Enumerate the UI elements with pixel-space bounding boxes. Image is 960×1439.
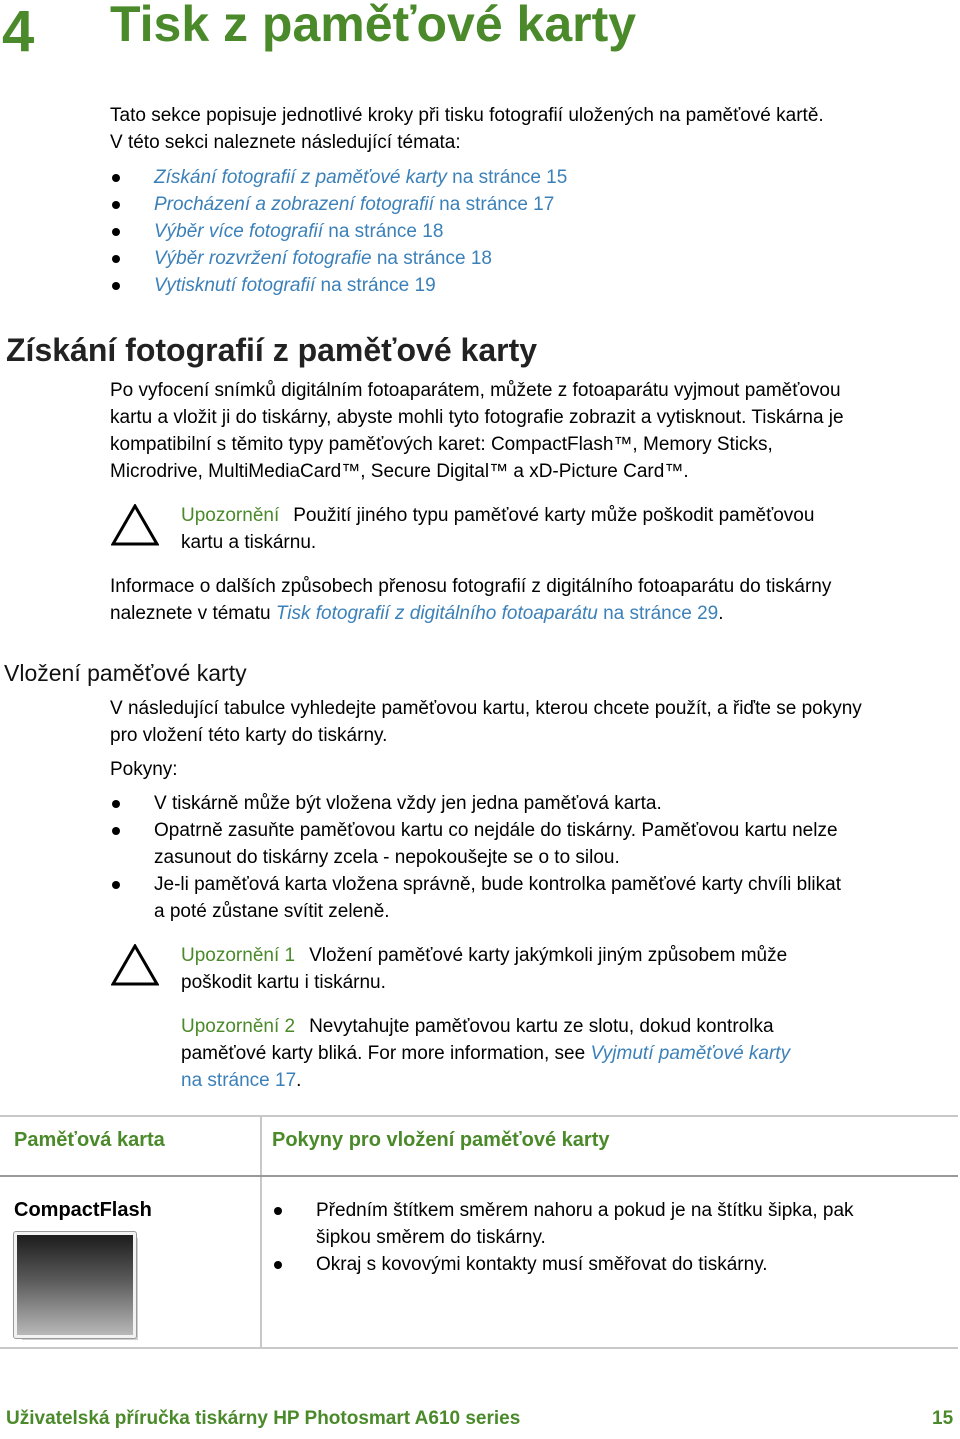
topic-page-ref[interactable]: na stránce 19 xyxy=(315,275,436,296)
paragraph-line: kartu a vložit ji do tiskárny, abyste mohli tyto fotografie zobrazit a vytisknout. Tiskárna je xyxy=(110,407,844,428)
warning-text: Použití jiného typu paměťové karty může poškodit paměťovou xyxy=(293,505,815,526)
info-link[interactable]: Tisk fotografií z digitálního fotoaparátu xyxy=(275,603,598,624)
topic-item[interactable] xyxy=(110,164,930,191)
section-heading: Získání fotografií z paměťové karty xyxy=(6,332,538,368)
paragraph-line: pro vložení této karty do tiskárny. xyxy=(110,725,388,746)
warning-text: Vložení paměťové karty jakýmkoli jiným způsobem může xyxy=(309,945,788,966)
warning-note xyxy=(181,502,941,556)
list-item-text: zasunout do tiskárny zcela - nepokoušejte se o to silou. xyxy=(154,847,620,868)
memory-card-table xyxy=(0,1115,958,1349)
intro-line-2: V této sekci naleznete následující témata: xyxy=(110,132,461,153)
list-item-text: V tiskárně může být vložena vždy jen jedna paměťová karta. xyxy=(154,793,662,814)
warning-text: kartu a tiskárnu. xyxy=(181,532,317,553)
warning-icon xyxy=(111,504,159,546)
compactflash-card-image xyxy=(14,1232,138,1340)
warning-label: Upozornění 1 xyxy=(181,945,296,966)
warning-text: Nevytahujte paměťovou kartu ze slotu, dokud kontrolka xyxy=(309,1016,774,1037)
list-item xyxy=(110,871,960,925)
chapter-title: Tisk z paměťové karty xyxy=(110,0,637,52)
intro-text xyxy=(110,102,824,156)
column-header-instructions: Pokyny pro vložení paměťové karty xyxy=(261,1116,958,1176)
warning-label: Upozornění 2 xyxy=(181,1016,296,1037)
paragraph-line: Informace o dalších způsobech přenosu fotografií z digitálního fotoaparátu do tiskárny xyxy=(110,576,832,597)
warning-label: Upozornění xyxy=(181,505,280,526)
warning-note-1 xyxy=(181,942,941,996)
card-cell xyxy=(0,1176,261,1348)
column-header-card: Paměťová karta xyxy=(0,1116,261,1176)
table-row xyxy=(0,1176,958,1348)
warning-text: poškodit kartu i tiskárnu. xyxy=(181,972,386,993)
topic-link[interactable]: Získání fotografií z paměťové karty xyxy=(154,167,447,188)
topic-item[interactable] xyxy=(110,245,930,272)
topic-page-ref[interactable]: na stránce 17 xyxy=(433,194,555,215)
warning-text: . xyxy=(296,1070,302,1091)
list-item-text: Předním štítkem směrem nahoru a pokud je na štítku šipka, pak xyxy=(316,1200,854,1221)
list-item-text: Je-li paměťová karta vložena správně, bude kontrolka paměťové karty chvíli blikat xyxy=(154,874,841,895)
info-paragraph xyxy=(110,573,960,627)
topic-link[interactable]: Procházení a zobrazení fotografií xyxy=(154,194,434,215)
footer-title: Uživatelská příručka tiskárny HP Photosmart A610 series xyxy=(6,1408,521,1429)
topic-item[interactable] xyxy=(110,272,930,299)
subsection-heading: Vložení paměťové karty xyxy=(4,660,247,686)
list-item xyxy=(110,790,960,817)
topic-list xyxy=(110,164,930,299)
list-item-text: Opatrně zasuňte paměťovou kartu co nejdále do tiskárny. Paměťovou kartu nelze xyxy=(154,820,838,841)
paragraph-line: Po vyfocení snímků digitálním fotoaparátem, můžete z fotoaparátu vyjmout paměťovou xyxy=(110,380,841,401)
paragraph-text: naleznete v tématu xyxy=(110,603,276,624)
list-item-text: Okraj s kovovými kontakty musí směřovat do tiskárny. xyxy=(316,1254,768,1275)
table-header-row xyxy=(0,1116,958,1176)
warning-link[interactable]: Vyjmutí paměťové karty xyxy=(590,1043,791,1064)
instruction-list xyxy=(110,790,960,925)
topic-page-ref[interactable]: na stránce 15 xyxy=(446,167,568,188)
paragraph-text: . xyxy=(718,603,724,624)
topic-item[interactable] xyxy=(110,191,930,218)
topic-link[interactable]: Výběr více fotografií xyxy=(154,221,323,242)
topic-link[interactable]: Vytisknutí fotografií xyxy=(154,275,316,296)
list-item-text: a poté zůstane svítit zeleně. xyxy=(154,901,390,922)
topic-item[interactable] xyxy=(110,218,930,245)
info-page-ref[interactable]: na stránce 29 xyxy=(597,603,719,624)
paragraph-line: V následující tabulce vyhledejte paměťovou kartu, kterou chcete použít, a řiďte se pokyny xyxy=(110,698,862,719)
intro-line-1: Tato sekce popisuje jednotlivé kroky při tisku fotografií uložených na paměťové kartě. xyxy=(110,105,824,126)
paragraph-line: Microdrive, MultiMediaCard™, Secure Digital™ a xD-Picture Card™. xyxy=(110,461,689,482)
list-item xyxy=(110,817,960,871)
chapter-number: 4 xyxy=(2,0,35,64)
card-name: CompactFlash xyxy=(14,1199,152,1221)
topic-page-ref[interactable]: na stránce 18 xyxy=(322,221,444,242)
warning-page-ref[interactable]: na stránce 17 xyxy=(181,1070,297,1091)
topic-page-ref[interactable]: na stránce 18 xyxy=(371,248,492,269)
warning-note-2 xyxy=(181,1013,941,1094)
section1-paragraph xyxy=(110,377,960,485)
list-item-text: šipkou směrem do tiskárny. xyxy=(316,1227,546,1248)
warning-text: paměťové karty bliká. For more information, see xyxy=(181,1043,591,1064)
page-number: 15 xyxy=(932,1408,954,1429)
section2-paragraph xyxy=(110,695,960,749)
card-instruction-list xyxy=(272,1197,942,1278)
list-item xyxy=(272,1251,942,1278)
warning-icon xyxy=(111,944,159,986)
instructions-cell xyxy=(261,1176,958,1348)
list-item xyxy=(272,1197,942,1251)
pokyny-label: Pokyny: xyxy=(110,759,178,780)
paragraph-line: kompatibilní s těmito typy paměťových karet: CompactFlash™, Memory Sticks, xyxy=(110,434,773,455)
topic-link[interactable]: Výběr rozvržení fotografie xyxy=(154,248,372,269)
